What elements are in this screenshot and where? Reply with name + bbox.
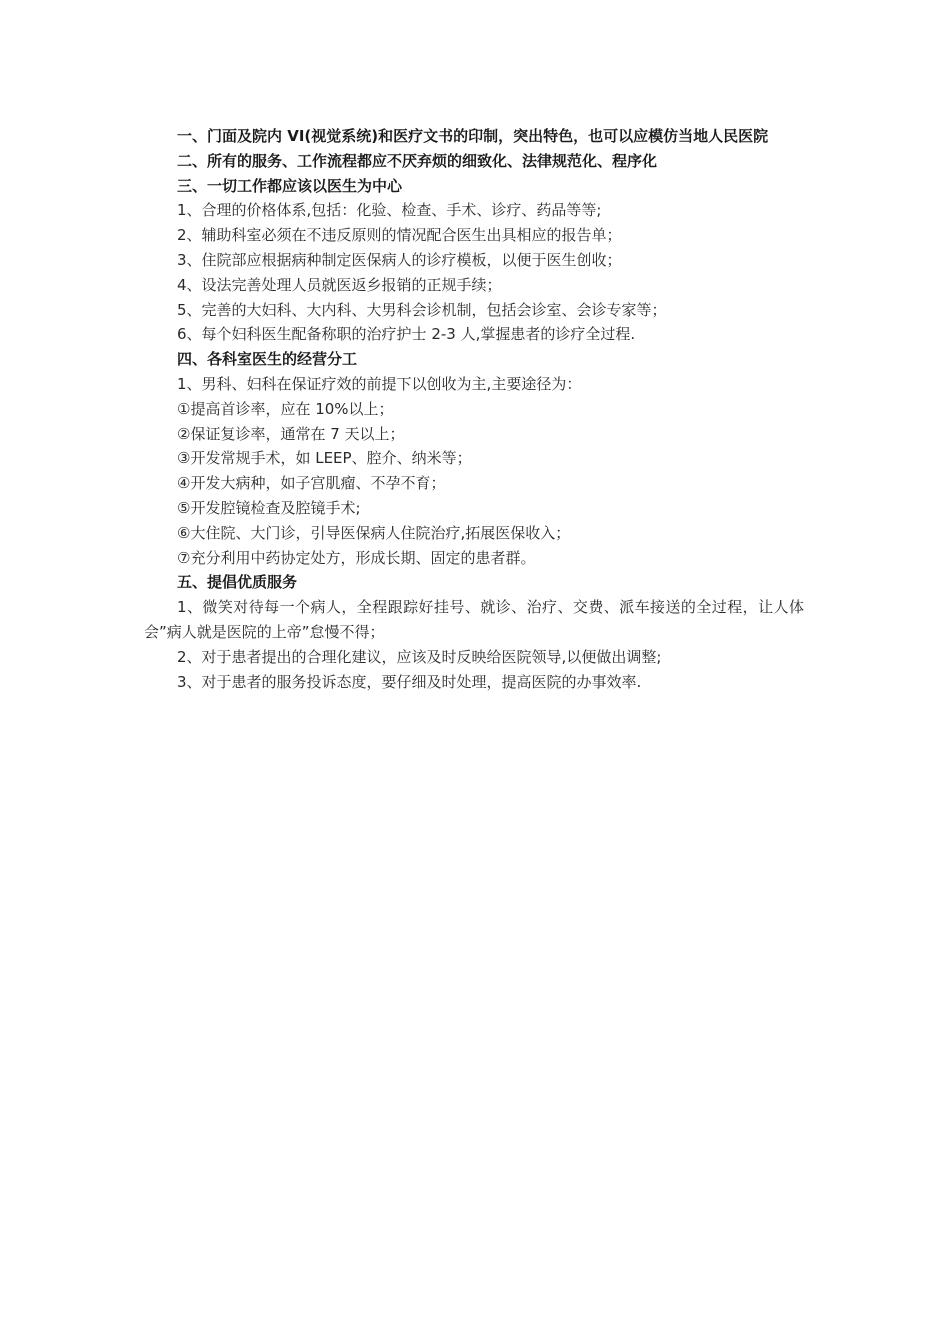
- list-item: ⑦充分利用中药协定处方，形成长期、固定的患者群。: [177, 548, 536, 567]
- list-item: ⑤开发腔镜检查及腔镜手术;: [177, 498, 361, 517]
- heading-2: 二、所有的服务、工作流程都应不厌弃烦的细致化、法律规范化、程序化: [177, 151, 658, 170]
- heading-1: 一、门面及院内 VI(视觉系统)和医疗文书的印制，突出特色，也可以应模仿当地人民医院: [177, 127, 769, 145]
- list-item: 1、合理的价格体系,包括：化验、检查、手术、诊疗、药品等等;: [177, 201, 602, 220]
- list-item: ⑥大住院、大门诊，引导医保病人住院治疗,拓展医保收入；: [177, 523, 571, 542]
- heading-5: 五、提倡优质服务: [177, 573, 298, 592]
- list-item: 1、男科、妇科在保证疗效的前提下以创收为主,主要途径为：: [177, 374, 582, 393]
- list-item: 4、设法完善处理人员就医返乡报销的正规手续；: [177, 275, 502, 294]
- document-page: [144, 124, 804, 694]
- list-item: ③开发常规手术，如 LEEP、腔介、纳米等；: [177, 449, 472, 468]
- list-item: 1、微笑对待每一个病人，全程跟踪好挂号、就诊、治疗、交费、派车接送的全过程，让人体会”病人就是医院的上帝”怠慢不得；: [144, 598, 804, 641]
- list-item: 2、辅助科室必须在不违反原则的情况配合医生出具相应的报告单；: [177, 226, 622, 245]
- list-item: 3、住院部应根据病种制定医保病人的诊疗模板，以便于医生创收；: [177, 250, 622, 269]
- list-item: ②保证复诊率，通常在 7 天以上；: [177, 424, 405, 443]
- heading-3: 三、一切工作都应该以医生为中心: [177, 176, 403, 195]
- list-item: 2、对于患者提出的合理化建议，应该及时反映给医院领导,以便做出调整;: [177, 647, 662, 666]
- list-item: 6、每个妇科医生配备称职的治疗护士 2-3 人,掌握患者的诊疗全过程.: [177, 325, 636, 344]
- list-item: 3、对于患者的服务投诉态度，要仔细及时处理，提高医院的办事效率.: [177, 672, 642, 691]
- list-item: 5、完善的大妇科、大内科、大男科会诊机制，包括会诊室、会诊专家等；: [177, 300, 667, 319]
- heading-4: 四、各科室医生的经营分工: [177, 350, 358, 369]
- list-item: ①提高首诊率，应在 10%以上；: [177, 399, 394, 418]
- list-item: ④开发大病种，如子宫肌瘤、不孕不育；: [177, 474, 446, 493]
